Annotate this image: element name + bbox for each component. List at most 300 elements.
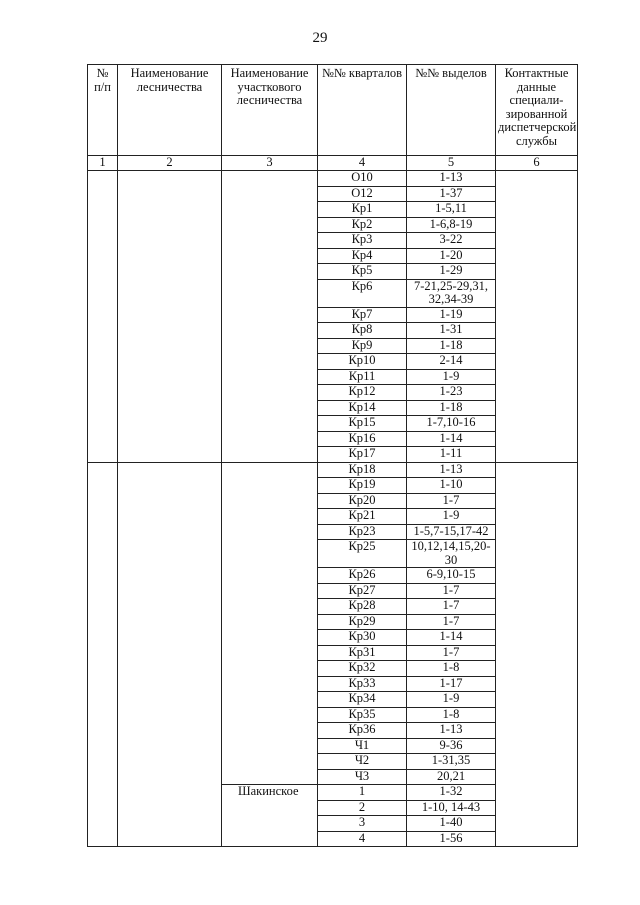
cell-num [88, 478, 118, 494]
cell-district [222, 171, 318, 187]
cell-forestry [118, 462, 222, 478]
cell-num [88, 509, 118, 525]
cell-contact [496, 524, 578, 540]
cell-contact [496, 431, 578, 447]
cell-quarter: Кр16 [318, 431, 407, 447]
cell-division: 1-10 [407, 478, 496, 494]
cell-num [88, 447, 118, 463]
table-row [88, 447, 578, 463]
table-row [88, 416, 578, 432]
cell-quarter: Кр7 [318, 307, 407, 323]
cell-forestry [118, 540, 222, 568]
cell-num [88, 630, 118, 646]
cell-num [88, 800, 118, 816]
cell-forestry [118, 385, 222, 401]
table-row [88, 524, 578, 540]
cell-quarter: Ч3 [318, 769, 407, 785]
cell-quarter: О10 [318, 171, 407, 187]
cell-district [222, 800, 318, 816]
cell-district [222, 614, 318, 630]
cell-division: 1-17 [407, 676, 496, 692]
table-row [88, 431, 578, 447]
cell-division: 1-14 [407, 431, 496, 447]
table-row [88, 307, 578, 323]
cell-quarter: Кр19 [318, 478, 407, 494]
page-number: 29 [312, 30, 328, 46]
cell-contact [496, 354, 578, 370]
cell-num [88, 233, 118, 249]
cell-forestry [118, 369, 222, 385]
cell-num [88, 816, 118, 832]
cell-num [88, 248, 118, 264]
cell-division: 10,12,14,15,20-30 [407, 540, 496, 568]
table-row [88, 831, 578, 847]
cell-division: 6-9,10-15 [407, 568, 496, 584]
cell-quarter: Кр8 [318, 323, 407, 339]
cell-num [88, 385, 118, 401]
cell-district [222, 369, 318, 385]
cell-num [88, 202, 118, 218]
cell-district [222, 217, 318, 233]
cell-district [222, 493, 318, 509]
cell-division: 1-18 [407, 400, 496, 416]
cell-district [222, 264, 318, 280]
table-row [88, 478, 578, 494]
table-row [88, 630, 578, 646]
cell-forestry [118, 400, 222, 416]
cell-forestry [118, 416, 222, 432]
cell-forestry [118, 800, 222, 816]
cell-division: 1-40 [407, 816, 496, 832]
cell-contact [496, 338, 578, 354]
table-row [88, 233, 578, 249]
cell-forestry [118, 568, 222, 584]
cell-quarter: Кр32 [318, 661, 407, 677]
cell-division: 1-20 [407, 248, 496, 264]
cell-quarter: Кр1 [318, 202, 407, 218]
cell-division: 1-23 [407, 385, 496, 401]
cell-division: 1-9 [407, 509, 496, 525]
cell-contact [496, 323, 578, 339]
cell-contact [496, 369, 578, 385]
cell-forestry [118, 614, 222, 630]
cell-quarter: 4 [318, 831, 407, 847]
cell-contact [496, 217, 578, 233]
cell-num [88, 831, 118, 847]
cell-contact [496, 493, 578, 509]
column-number: 4 [318, 156, 407, 171]
cell-district [222, 307, 318, 323]
header-col-5: №№ выделов [407, 65, 496, 156]
cell-quarter: Кр5 [318, 264, 407, 280]
cell-quarter: Кр14 [318, 400, 407, 416]
cell-district [222, 676, 318, 692]
cell-forestry [118, 264, 222, 280]
cell-contact [496, 630, 578, 646]
cell-forestry [118, 661, 222, 677]
cell-contact [496, 568, 578, 584]
cell-forestry [118, 583, 222, 599]
table-row [88, 493, 578, 509]
cell-forestry [118, 202, 222, 218]
cell-contact [496, 202, 578, 218]
cell-contact [496, 416, 578, 432]
table-row [88, 583, 578, 599]
cell-forestry [118, 447, 222, 463]
cell-forestry [118, 816, 222, 832]
cell-num [88, 171, 118, 187]
table-row [88, 264, 578, 280]
cell-quarter: 3 [318, 816, 407, 832]
table-row [88, 568, 578, 584]
cell-division: 20,21 [407, 769, 496, 785]
table-row [88, 338, 578, 354]
cell-division: 1-7 [407, 493, 496, 509]
cell-num [88, 524, 118, 540]
cell-num [88, 614, 118, 630]
cell-quarter: 1 [318, 785, 407, 801]
cell-district [222, 509, 318, 525]
cell-district [222, 661, 318, 677]
cell-forestry [118, 524, 222, 540]
cell-num [88, 462, 118, 478]
cell-forestry [118, 338, 222, 354]
cell-quarter: О12 [318, 186, 407, 202]
cell-division: 1-7,10-16 [407, 416, 496, 432]
table-row [88, 462, 578, 478]
cell-contact [496, 447, 578, 463]
cell-num [88, 738, 118, 754]
table-row [88, 785, 578, 801]
cell-district: Шакинское [222, 785, 318, 801]
cell-district [222, 447, 318, 463]
cell-contact [496, 754, 578, 770]
cell-district [222, 248, 318, 264]
cell-district [222, 524, 318, 540]
cell-contact [496, 800, 578, 816]
table-row [88, 645, 578, 661]
table-row [88, 202, 578, 218]
cell-district [222, 540, 318, 568]
cell-quarter: Кр17 [318, 447, 407, 463]
cell-contact [496, 614, 578, 630]
cell-num [88, 307, 118, 323]
cell-contact [496, 171, 578, 187]
cell-district [222, 692, 318, 708]
table-row [88, 323, 578, 339]
cell-contact [496, 540, 578, 568]
cell-num [88, 754, 118, 770]
cell-num [88, 661, 118, 677]
cell-forestry [118, 478, 222, 494]
table-row [88, 171, 578, 187]
cell-contact [496, 478, 578, 494]
cell-forestry [118, 279, 222, 307]
table-row [88, 723, 578, 739]
cell-num [88, 354, 118, 370]
cell-quarter: Кр9 [318, 338, 407, 354]
cell-num [88, 599, 118, 615]
cell-forestry [118, 431, 222, 447]
cell-quarter: 2 [318, 800, 407, 816]
cell-forestry [118, 692, 222, 708]
cell-contact [496, 738, 578, 754]
cell-contact [496, 769, 578, 785]
cell-division: 1-9 [407, 692, 496, 708]
cell-division: 1-56 [407, 831, 496, 847]
forest-table [87, 64, 578, 847]
cell-district [222, 354, 318, 370]
cell-contact [496, 816, 578, 832]
column-number: 1 [88, 156, 118, 171]
cell-quarter: Кр29 [318, 614, 407, 630]
cell-district [222, 478, 318, 494]
cell-quarter: Кр4 [318, 248, 407, 264]
cell-division: 1-31 [407, 323, 496, 339]
column-number: 5 [407, 156, 496, 171]
table-row [88, 186, 578, 202]
cell-num [88, 279, 118, 307]
cell-quarter: Кр10 [318, 354, 407, 370]
cell-contact [496, 785, 578, 801]
cell-contact [496, 583, 578, 599]
cell-division: 1-8 [407, 661, 496, 677]
cell-forestry [118, 217, 222, 233]
table-row [88, 599, 578, 615]
cell-district [222, 583, 318, 599]
cell-contact [496, 186, 578, 202]
cell-division: 1-29 [407, 264, 496, 280]
cell-quarter: Кр34 [318, 692, 407, 708]
cell-quarter: Кр23 [318, 524, 407, 540]
cell-num [88, 493, 118, 509]
cell-forestry [118, 754, 222, 770]
cell-forestry [118, 493, 222, 509]
cell-district [222, 323, 318, 339]
column-number: 3 [222, 156, 318, 171]
cell-district [222, 738, 318, 754]
cell-num [88, 769, 118, 785]
cell-quarter: Ч1 [318, 738, 407, 754]
cell-forestry [118, 509, 222, 525]
header-col-3: Наименование участкового лесничества [222, 65, 318, 156]
cell-division: 1-13 [407, 171, 496, 187]
table-row [88, 692, 578, 708]
cell-forestry [118, 707, 222, 723]
cell-contact [496, 233, 578, 249]
cell-num [88, 186, 118, 202]
cell-forestry [118, 645, 222, 661]
cell-contact [496, 676, 578, 692]
cell-division: 1-9 [407, 369, 496, 385]
cell-district [222, 385, 318, 401]
header-col-4: №№ кварталов [318, 65, 407, 156]
cell-division: 1-13 [407, 462, 496, 478]
table-row [88, 354, 578, 370]
cell-num [88, 400, 118, 416]
cell-forestry [118, 723, 222, 739]
cell-district [222, 233, 318, 249]
cell-contact [496, 462, 578, 478]
cell-forestry [118, 599, 222, 615]
cell-forestry [118, 233, 222, 249]
cell-division: 1-14 [407, 630, 496, 646]
cell-district [222, 831, 318, 847]
cell-num [88, 568, 118, 584]
cell-num [88, 692, 118, 708]
cell-division: 7-21,25-29,31, 32,34-39 [407, 279, 496, 307]
table-row [88, 769, 578, 785]
table-row [88, 816, 578, 832]
cell-forestry [118, 785, 222, 801]
cell-forestry [118, 186, 222, 202]
table-row [88, 248, 578, 264]
cell-forestry [118, 248, 222, 264]
cell-quarter: Кр3 [318, 233, 407, 249]
table-row [88, 661, 578, 677]
cell-district [222, 769, 318, 785]
cell-num [88, 785, 118, 801]
table-row [88, 754, 578, 770]
cell-quarter: Кр21 [318, 509, 407, 525]
cell-forestry [118, 769, 222, 785]
cell-quarter: Ч2 [318, 754, 407, 770]
table-row [88, 369, 578, 385]
cell-forestry [118, 630, 222, 646]
cell-quarter: Кр15 [318, 416, 407, 432]
cell-district [222, 279, 318, 307]
cell-contact [496, 279, 578, 307]
cell-contact [496, 831, 578, 847]
cell-quarter: Кр25 [318, 540, 407, 568]
cell-forestry [118, 354, 222, 370]
cell-quarter: Кр28 [318, 599, 407, 615]
table-row [88, 676, 578, 692]
cell-division: 1-31,35 [407, 754, 496, 770]
cell-district [222, 568, 318, 584]
cell-district [222, 202, 318, 218]
cell-forestry [118, 738, 222, 754]
cell-division: 1-11 [407, 447, 496, 463]
cell-division: 1-32 [407, 785, 496, 801]
cell-district [222, 599, 318, 615]
cell-quarter: Кр27 [318, 583, 407, 599]
cell-division: 1-7 [407, 583, 496, 599]
table-row [88, 800, 578, 816]
table-body [88, 171, 578, 847]
table-row [88, 217, 578, 233]
cell-num [88, 369, 118, 385]
cell-num [88, 723, 118, 739]
cell-division: 1-8 [407, 707, 496, 723]
cell-district [222, 431, 318, 447]
cell-quarter: Кр12 [318, 385, 407, 401]
table-row [88, 707, 578, 723]
cell-contact [496, 307, 578, 323]
cell-num [88, 707, 118, 723]
cell-quarter: Кр30 [318, 630, 407, 646]
cell-num [88, 323, 118, 339]
cell-num [88, 645, 118, 661]
cell-forestry [118, 676, 222, 692]
cell-contact [496, 400, 578, 416]
cell-division: 1-5,11 [407, 202, 496, 218]
cell-district [222, 400, 318, 416]
cell-division: 1-19 [407, 307, 496, 323]
cell-contact [496, 692, 578, 708]
cell-forestry [118, 171, 222, 187]
cell-quarter: Кр18 [318, 462, 407, 478]
cell-division: 9-36 [407, 738, 496, 754]
column-number: 6 [496, 156, 578, 171]
cell-num [88, 416, 118, 432]
cell-quarter: Кр26 [318, 568, 407, 584]
cell-quarter: Кр2 [318, 217, 407, 233]
cell-district [222, 186, 318, 202]
cell-num [88, 583, 118, 599]
cell-division: 1-18 [407, 338, 496, 354]
cell-contact [496, 723, 578, 739]
cell-quarter: Кр11 [318, 369, 407, 385]
cell-division: 2-14 [407, 354, 496, 370]
cell-division: 1-13 [407, 723, 496, 739]
cell-quarter: Кр20 [318, 493, 407, 509]
cell-quarter: Кр35 [318, 707, 407, 723]
header-col-6: Контактные данные специали-зированной диспетчерской службы [496, 65, 578, 156]
cell-division: 3-22 [407, 233, 496, 249]
cell-contact [496, 509, 578, 525]
table-row [88, 385, 578, 401]
cell-forestry [118, 307, 222, 323]
header-row [88, 65, 578, 156]
cell-num [88, 540, 118, 568]
header-col-2: Наименование лесничества [118, 65, 222, 156]
cell-contact [496, 599, 578, 615]
cell-division: 1-10, 14-43 [407, 800, 496, 816]
cell-district [222, 707, 318, 723]
cell-division: 1-6,8-19 [407, 217, 496, 233]
cell-quarter: Кр36 [318, 723, 407, 739]
header-col-1: № п/п [88, 65, 118, 156]
cell-district [222, 723, 318, 739]
table-row [88, 279, 578, 307]
cell-division: 1-5,7-15,17-42 [407, 524, 496, 540]
cell-district [222, 645, 318, 661]
cell-district [222, 416, 318, 432]
cell-district [222, 754, 318, 770]
cell-contact [496, 707, 578, 723]
cell-num [88, 338, 118, 354]
column-number-row [88, 156, 578, 171]
cell-num [88, 431, 118, 447]
cell-division: 1-7 [407, 614, 496, 630]
table-row [88, 540, 578, 568]
table-row [88, 614, 578, 630]
cell-district [222, 816, 318, 832]
cell-contact [496, 645, 578, 661]
cell-district [222, 462, 318, 478]
table-row [88, 738, 578, 754]
cell-num [88, 264, 118, 280]
cell-num [88, 217, 118, 233]
cell-contact [496, 264, 578, 280]
column-number: 2 [118, 156, 222, 171]
cell-num [88, 676, 118, 692]
cell-division: 1-7 [407, 599, 496, 615]
cell-contact [496, 385, 578, 401]
cell-district [222, 338, 318, 354]
cell-contact [496, 661, 578, 677]
